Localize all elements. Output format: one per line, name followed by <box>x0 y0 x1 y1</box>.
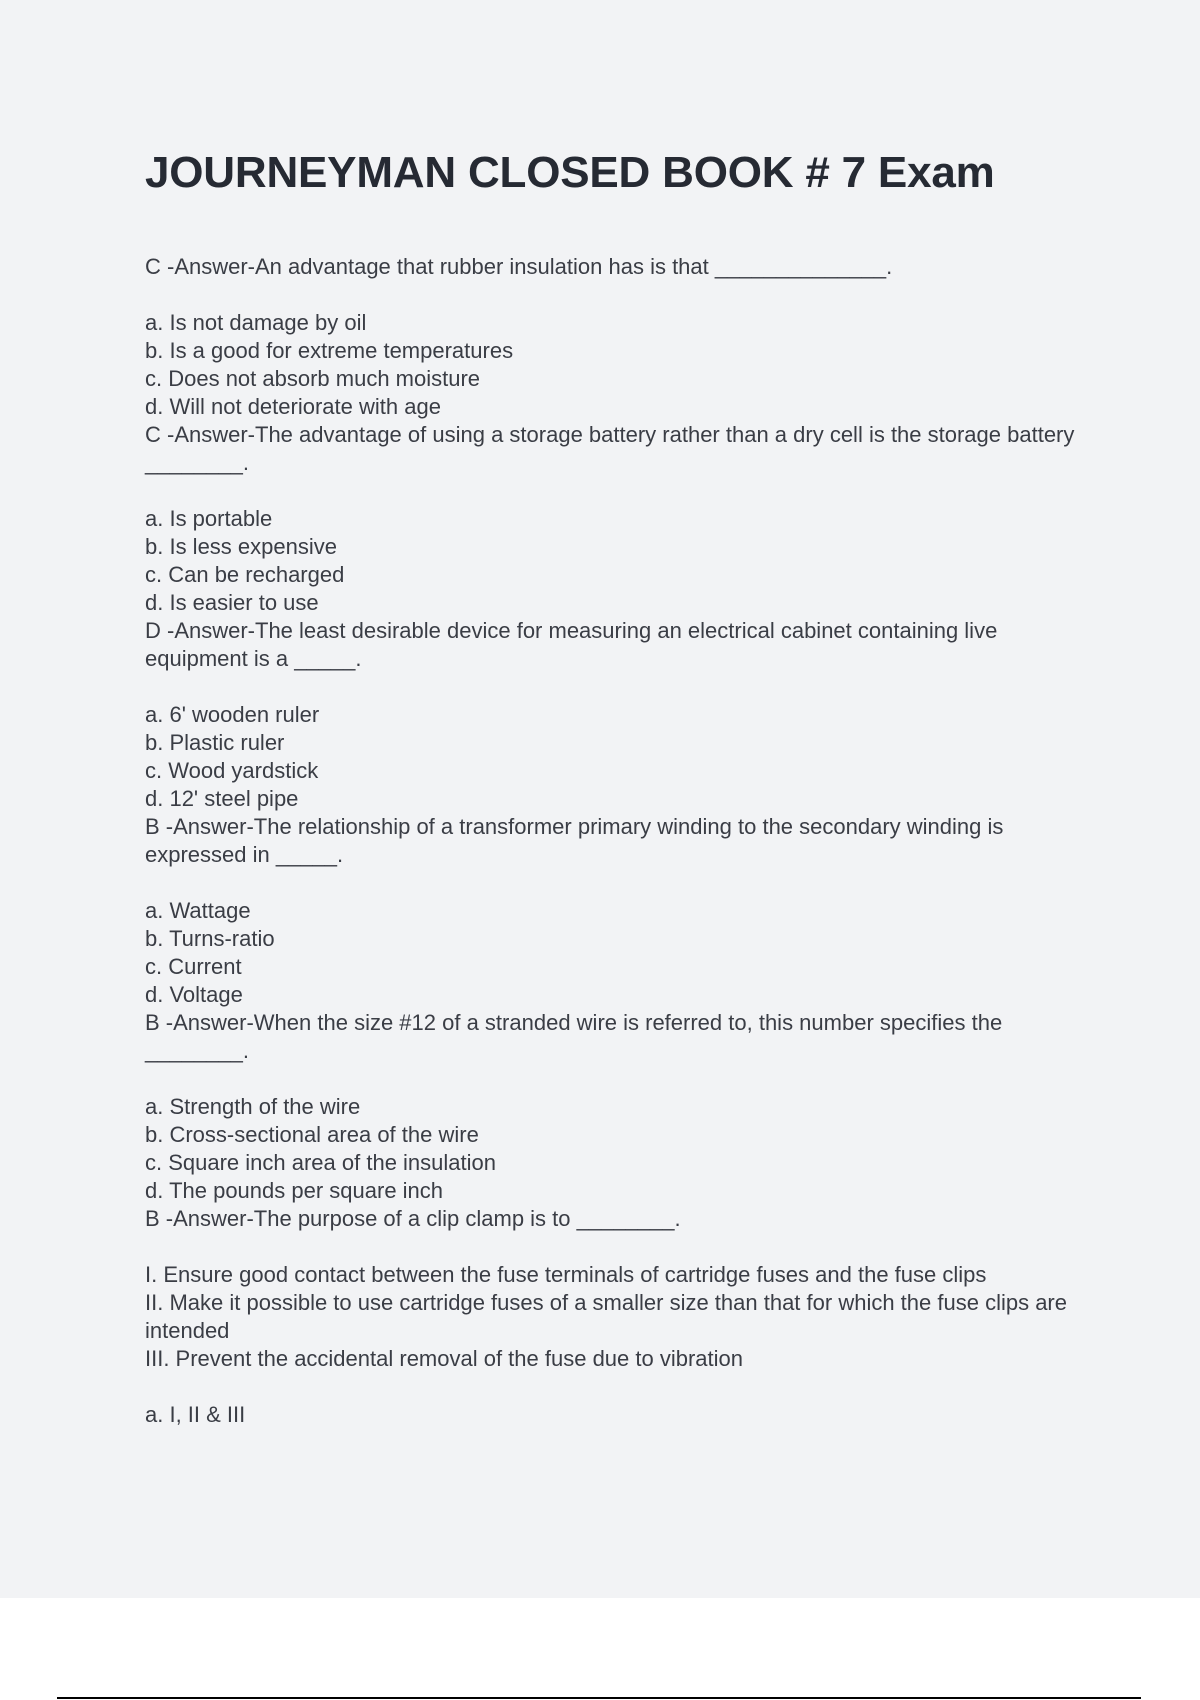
answer-option: b. Cross-sectional area of the wire <box>145 1122 479 1147</box>
answer-option: d. Is easier to use <box>145 590 319 615</box>
questions-section <box>145 253 1095 1429</box>
question-stem: B -Answer-The purpose of a clip clamp is to ________. <box>145 1206 681 1231</box>
spacer <box>145 673 1095 701</box>
question-stem: C -Answer-An advantage that rubber insulation has is that ______________. <box>145 254 893 279</box>
answer-option: a. I, II & III <box>145 1402 246 1427</box>
answer-option: c. Square inch area of the insulation <box>145 1150 497 1175</box>
page-content <box>145 135 1095 1429</box>
answer-option: a. Is portable <box>145 506 273 531</box>
answer-option: a. Strength of the wire <box>145 1094 361 1119</box>
answer-option: c. Does not absorb much moisture <box>145 366 481 391</box>
answer-option: d. Will not deteriorate with age <box>145 394 441 419</box>
spacer <box>145 1065 1095 1093</box>
answer-option: b. Is a good for extreme temperatures <box>145 338 514 363</box>
answer-option: b. Is less expensive <box>145 534 337 559</box>
answer-option: a. Is not damage by oil <box>145 310 367 335</box>
question-stem: C -Answer-The advantage of using a storage battery rather than a dry cell is the storage battery ________. <box>145 422 1075 475</box>
question-stem: B -Answer-When the size #12 of a stranded wire is referred to, this number specifies the ________. <box>145 1010 1003 1063</box>
answer-option: c. Current <box>145 954 242 979</box>
spacer <box>145 1373 1095 1401</box>
spacer <box>145 869 1095 897</box>
spacer <box>145 1233 1095 1261</box>
statement-item: I. Ensure good contact between the fuse terminals of cartridge fuses and the fuse clips <box>145 1262 987 1287</box>
spacer <box>145 281 1095 309</box>
answer-option: b. Plastic ruler <box>145 730 285 755</box>
answer-option: c. Can be recharged <box>145 562 345 587</box>
statement-item: III. Prevent the accidental removal of the fuse due to vibration <box>145 1346 744 1371</box>
question-stem: D -Answer-The least desirable device for measuring an electrical cabinet containing live equipment is a _____. <box>145 618 998 671</box>
answer-option: d. 12' steel pipe <box>145 786 299 811</box>
answer-option: c. Wood yardstick <box>145 758 319 783</box>
answer-option: d. Voltage <box>145 982 243 1007</box>
spacer <box>145 477 1095 505</box>
answer-option: d. The pounds per square inch <box>145 1178 444 1203</box>
answer-option: b. Turns-ratio <box>145 926 275 951</box>
answer-option: a. 6' wooden ruler <box>145 702 320 727</box>
statement-item: II. Make it possible to use cartridge fuses of a smaller size than that for which the fuse clips are intended <box>145 1290 1067 1343</box>
page-bottom-rule <box>57 1697 1141 1699</box>
document-title: JOURNEYMAN CLOSED BOOK # 7 Exam <box>145 148 995 197</box>
question-stem: B -Answer-The relationship of a transformer primary winding to the secondary winding is expressed in _____. <box>145 814 1004 867</box>
answer-option: a. Wattage <box>145 898 251 923</box>
